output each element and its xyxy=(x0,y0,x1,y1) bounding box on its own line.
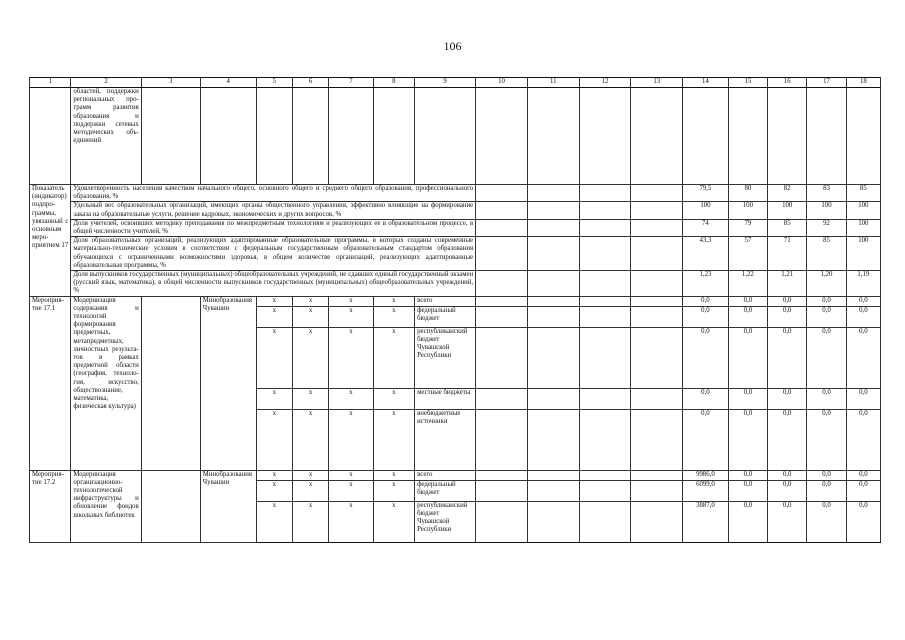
column-header: 4 xyxy=(200,78,256,88)
table-cell xyxy=(631,202,683,219)
code-cell: x xyxy=(373,306,414,327)
funding-value: 0,0 xyxy=(846,327,880,388)
funding-value: 0,0 xyxy=(768,480,807,501)
code-cell: x xyxy=(256,296,292,306)
funding-value: 0,0 xyxy=(768,327,807,388)
code-cell: x xyxy=(292,480,328,501)
funding-value: 0,0 xyxy=(683,327,729,388)
table-cell xyxy=(527,271,579,297)
page-number: 106 xyxy=(443,39,462,53)
table-cell xyxy=(476,306,528,327)
funding-value: 0,0 xyxy=(728,480,767,501)
table-cell xyxy=(476,501,528,542)
indicator-text: Доля образовательных организаций, реализующих адаптированные образовательные программы, в которых созданы современные материально-технические условия в соответствии с федеральным государственным образовательным стандартом образования обучающихся с ограниченными возможностями здоровья, в общем количестве организаций, реализующих адаптированные образовательные программы, % xyxy=(71,237,476,271)
column-header: 8 xyxy=(373,78,414,88)
code-cell: x xyxy=(329,296,374,306)
code-cell: x xyxy=(373,470,414,480)
measure-label: Мероприятие 17.1 xyxy=(30,296,71,470)
indicator-label: Показатель (индикатор) подпрограммы, увязанный с основным мероприятием 17 xyxy=(30,185,71,297)
funding-source: федеральный бюджет xyxy=(415,306,476,327)
table-cell xyxy=(579,409,631,470)
table-cell xyxy=(527,501,579,542)
table-cell xyxy=(579,501,631,542)
funding-value: 0,0 xyxy=(768,409,807,470)
indicator-value: 85 xyxy=(846,185,880,202)
column-header: 7 xyxy=(329,78,374,88)
column-header: 13 xyxy=(631,78,683,88)
table-cell xyxy=(579,296,631,306)
column-header: 9 xyxy=(415,78,476,88)
column-header: 18 xyxy=(846,78,880,88)
indicator-value: 83 xyxy=(807,185,846,202)
table-cell: областей, поддержки региональных программ развития образования и поддержки сетевых методических объединений xyxy=(71,88,141,185)
code-cell: x xyxy=(256,306,292,327)
column-header: 10 xyxy=(476,78,528,88)
measure-name: Модернизация содержания и технологий формирования предметных, метапредметных, личностных результатов в рамках предметной области (география, технология, искусство, обществознание, математика, физическая культура) xyxy=(71,296,141,470)
table-cell xyxy=(579,88,631,185)
column-header: 2 xyxy=(71,78,141,88)
measure-executor: Минобразования Чувашии xyxy=(200,296,256,470)
funding-value: 0,0 xyxy=(846,409,880,470)
column-header: 1 xyxy=(30,78,71,88)
funding-value: 0,0 xyxy=(728,409,767,470)
table-cell xyxy=(527,237,579,271)
code-cell: x xyxy=(329,501,374,542)
table-cell xyxy=(631,219,683,236)
indicator-row xyxy=(30,202,881,219)
indicator-value: 1,20 xyxy=(807,271,846,297)
table-cell xyxy=(527,470,579,480)
funding-value: 0,0 xyxy=(768,470,807,480)
funding-source: республиканский бюджет Чувашской Республики xyxy=(415,327,476,388)
funding-value: 0,0 xyxy=(728,388,767,409)
table-cell xyxy=(256,88,292,185)
column-header: 3 xyxy=(141,78,200,88)
table-row xyxy=(30,88,881,185)
table-cell xyxy=(631,296,683,306)
header-row xyxy=(30,78,881,88)
indicator-value: 100 xyxy=(846,219,880,236)
code-cell: x xyxy=(256,501,292,542)
table-cell xyxy=(683,88,729,185)
column-header: 15 xyxy=(728,78,767,88)
funding-value: 3887,0 xyxy=(683,501,729,542)
column-header: 17 xyxy=(807,78,846,88)
indicator-value: 100 xyxy=(728,202,767,219)
table-cell xyxy=(476,480,528,501)
indicator-row xyxy=(30,185,881,202)
funding-row xyxy=(30,470,881,480)
indicator-text: Доля выпускников государственных (муниципальных) общеобразовательных учреждений, не сдавших единый государственный экзамен (русский язык, математика), в общей численности выпускников государственных (муниципальных) общеобразовательных учреждений, % xyxy=(71,271,476,297)
indicator-value: 85 xyxy=(768,219,807,236)
code-cell: x xyxy=(329,306,374,327)
table-cell xyxy=(141,470,200,542)
indicator-value: 100 xyxy=(846,237,880,271)
funding-value: 0,0 xyxy=(807,306,846,327)
funding-value: 0,0 xyxy=(807,501,846,542)
code-cell: x xyxy=(256,388,292,409)
table-cell xyxy=(292,88,328,185)
table-cell xyxy=(476,409,528,470)
table-cell xyxy=(631,185,683,202)
indicator-text: Доля учителей, освоивших методику преподавания по межпредметным технологиям и реализующих ее в образовательном процессе, в общей численности учителей, % xyxy=(71,219,476,236)
table-cell xyxy=(527,327,579,388)
table-cell xyxy=(476,296,528,306)
code-cell: x xyxy=(373,327,414,388)
table-cell xyxy=(631,388,683,409)
table-cell xyxy=(476,202,528,219)
funding-value: 0,0 xyxy=(728,470,767,480)
indicator-value: 57 xyxy=(728,237,767,271)
funding-source: всего xyxy=(415,296,476,306)
indicator-row xyxy=(30,271,881,297)
table-cell xyxy=(728,88,767,185)
table-cell xyxy=(476,88,528,185)
table-cell xyxy=(476,185,528,202)
code-cell: x xyxy=(256,480,292,501)
column-header: 6 xyxy=(292,78,328,88)
table-cell xyxy=(631,409,683,470)
table-cell xyxy=(579,237,631,271)
indicator-row xyxy=(30,219,881,236)
code-cell: x xyxy=(329,388,374,409)
funding-value: 0,0 xyxy=(846,296,880,306)
funding-source: внебюджетные источники xyxy=(415,409,476,470)
code-cell: x xyxy=(292,501,328,542)
indicator-value: 100 xyxy=(846,202,880,219)
table-cell xyxy=(141,296,200,470)
funding-value: 0,0 xyxy=(728,327,767,388)
indicator-value: 1,22 xyxy=(728,271,767,297)
code-cell: x xyxy=(256,409,292,470)
funding-value: 0,0 xyxy=(807,296,846,306)
table-cell xyxy=(631,88,683,185)
table-cell xyxy=(631,480,683,501)
funding-value: 0,0 xyxy=(768,306,807,327)
funding-value: 0,0 xyxy=(683,306,729,327)
column-header: 12 xyxy=(579,78,631,88)
table-cell xyxy=(579,219,631,236)
funding-value: 9986,0 xyxy=(683,470,729,480)
table-cell xyxy=(527,219,579,236)
table-cell xyxy=(527,388,579,409)
funding-value: 0,0 xyxy=(846,480,880,501)
code-cell: x xyxy=(292,470,328,480)
table-cell xyxy=(200,88,256,185)
column-header: 5 xyxy=(256,78,292,88)
table-cell xyxy=(807,88,846,185)
table-cell xyxy=(476,219,528,236)
table-cell xyxy=(579,480,631,501)
code-cell: x xyxy=(292,409,328,470)
funding-value: 0,0 xyxy=(807,409,846,470)
table-cell xyxy=(579,185,631,202)
funding-row xyxy=(30,296,881,306)
funding-value: 0,0 xyxy=(846,470,880,480)
funding-value: 0,0 xyxy=(683,296,729,306)
indicator-value: 85 xyxy=(807,237,846,271)
code-cell: x xyxy=(373,480,414,501)
table-cell xyxy=(476,271,528,297)
code-cell: x xyxy=(256,470,292,480)
table-cell xyxy=(476,470,528,480)
table-cell xyxy=(527,480,579,501)
indicator-value: 100 xyxy=(768,202,807,219)
funding-value: 0,0 xyxy=(728,501,767,542)
column-header: 14 xyxy=(683,78,729,88)
funding-value: 0,0 xyxy=(807,470,846,480)
table-cell xyxy=(527,202,579,219)
funding-source: местные бюджеты xyxy=(415,388,476,409)
indicator-value: 1,21 xyxy=(768,271,807,297)
table-cell xyxy=(846,88,880,185)
indicator-value: 80 xyxy=(728,185,767,202)
indicator-value: 1,23 xyxy=(683,271,729,297)
table-cell xyxy=(373,88,414,185)
table-cell xyxy=(329,88,374,185)
table-cell xyxy=(141,88,200,185)
table-cell xyxy=(415,88,476,185)
table-cell xyxy=(527,306,579,327)
table-cell xyxy=(579,306,631,327)
funding-source: федеральный бюджет xyxy=(415,480,476,501)
funding-value: 0,0 xyxy=(728,296,767,306)
table-cell xyxy=(579,470,631,480)
table-cell xyxy=(527,409,579,470)
code-cell: x xyxy=(329,409,374,470)
indicator-value: 100 xyxy=(807,202,846,219)
code-cell: x xyxy=(329,480,374,501)
funding-value: 6099,0 xyxy=(683,480,729,501)
table-cell xyxy=(30,88,71,185)
code-cell: x xyxy=(256,327,292,388)
funding-value: 0,0 xyxy=(728,306,767,327)
indicator-value: 71 xyxy=(768,237,807,271)
table-cell xyxy=(631,271,683,297)
indicator-row xyxy=(30,237,881,271)
measure-executor: Минобразования Чувашии xyxy=(200,470,256,542)
table-cell xyxy=(527,296,579,306)
code-cell: x xyxy=(292,327,328,388)
funding-source: республиканский бюджет Чувашской Республики xyxy=(415,501,476,542)
code-cell: x xyxy=(292,306,328,327)
indicator-value: 92 xyxy=(807,219,846,236)
code-cell: x xyxy=(373,409,414,470)
table-cell xyxy=(476,237,528,271)
funding-value: 0,0 xyxy=(807,480,846,501)
indicator-value: 1,19 xyxy=(846,271,880,297)
table-cell xyxy=(527,88,579,185)
table-cell xyxy=(631,501,683,542)
funding-value: 0,0 xyxy=(768,296,807,306)
table-cell xyxy=(631,327,683,388)
funding-value: 0,0 xyxy=(768,501,807,542)
funding-value: 0,0 xyxy=(683,388,729,409)
table-cell xyxy=(579,327,631,388)
funding-value: 0,0 xyxy=(807,327,846,388)
table-cell xyxy=(579,202,631,219)
column-header: 11 xyxy=(527,78,579,88)
indicator-value: 79 xyxy=(728,219,767,236)
indicator-text: Удельный вес образовательных организаций, имеющих органы общественного управления, эффективно влияющие на формирование заказа на образовательные услуги, решение кадровых, экономических и других вопросов, % xyxy=(71,202,476,219)
code-cell: x xyxy=(373,501,414,542)
table-cell xyxy=(476,388,528,409)
code-cell: x xyxy=(329,327,374,388)
table-cell xyxy=(631,306,683,327)
funding-value: 0,0 xyxy=(846,306,880,327)
indicator-value: 79,5 xyxy=(683,185,729,202)
code-cell: x xyxy=(373,296,414,306)
table-cell xyxy=(476,327,528,388)
table-cell xyxy=(579,388,631,409)
funding-source: всего xyxy=(415,470,476,480)
funding-value: 0,0 xyxy=(846,501,880,542)
indicator-value: 74 xyxy=(683,219,729,236)
column-header: 16 xyxy=(768,78,807,88)
table-cell xyxy=(631,470,683,480)
indicator-text: Удовлетворенность населения качеством начального общего, основного общего и среднего общего образования, профессионального образования, % xyxy=(71,185,476,202)
indicator-value: 100 xyxy=(683,202,729,219)
funding-value: 0,0 xyxy=(768,388,807,409)
measure-label: Мероприятие 17.2 xyxy=(30,470,71,542)
indicator-value: 43,3 xyxy=(683,237,729,271)
code-cell: x xyxy=(292,296,328,306)
code-cell: x xyxy=(329,470,374,480)
indicator-value: 82 xyxy=(768,185,807,202)
table-cell xyxy=(631,237,683,271)
table-cell xyxy=(768,88,807,185)
funding-value: 0,0 xyxy=(807,388,846,409)
table-cell xyxy=(527,185,579,202)
funding-value: 0,0 xyxy=(683,409,729,470)
code-cell: x xyxy=(373,388,414,409)
code-cell: x xyxy=(292,388,328,409)
program-table xyxy=(29,77,881,543)
measure-name: Модернизация организационно-технологической инфраструктуры и обновление фондов школьных библиотек xyxy=(71,470,141,542)
table-cell xyxy=(579,271,631,297)
funding-value: 0,0 xyxy=(846,388,880,409)
